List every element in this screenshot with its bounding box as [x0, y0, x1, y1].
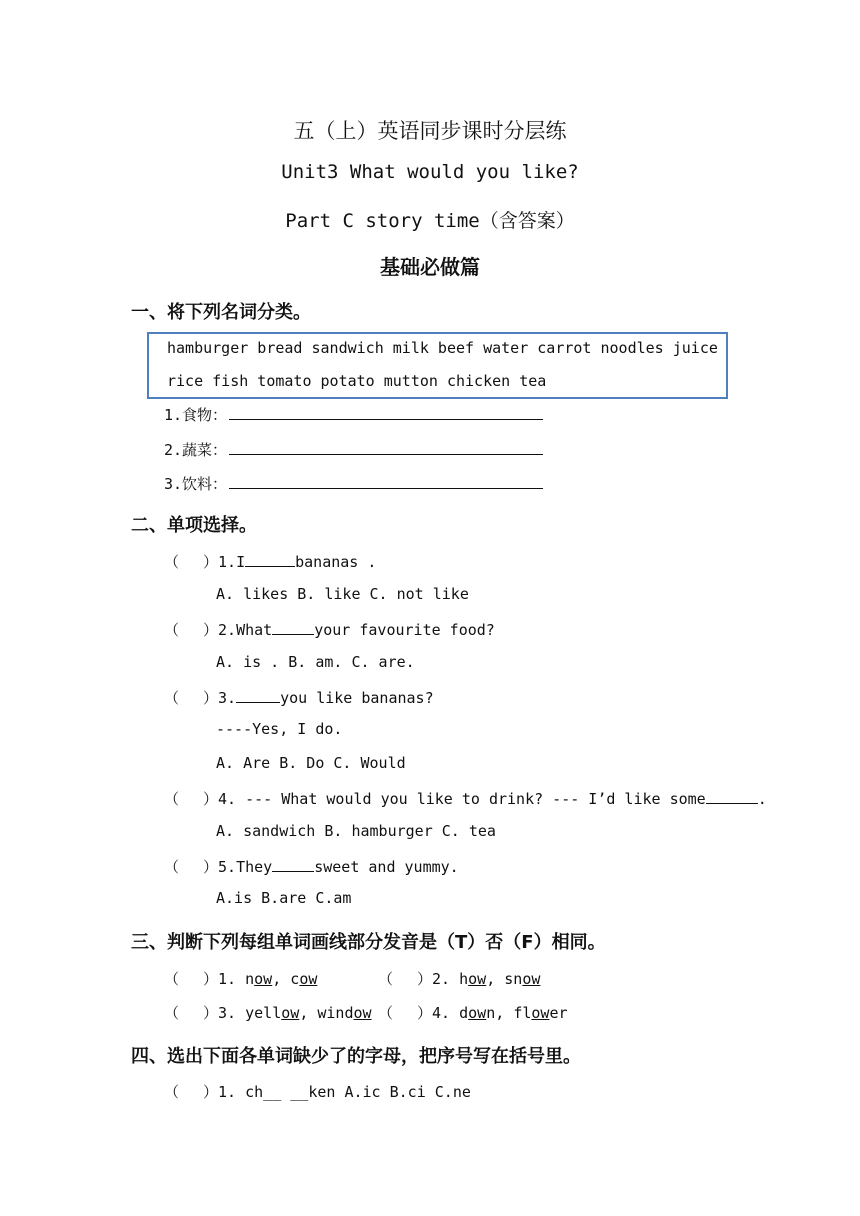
- answer-line[interactable]: [229, 440, 543, 455]
- answer-paren[interactable]: （ ）: [164, 970, 219, 988]
- question-text: .: [757, 790, 767, 808]
- reply-3: ----Yes, I do.: [216, 720, 343, 738]
- category-food: [164, 404, 543, 425]
- pronunciation-item-3: [164, 1002, 372, 1023]
- section-4-heading: 四、选出下面各单词缺少了的字母，把序号写在括号里。: [131, 1046, 581, 1067]
- item-number: 2.: [432, 970, 451, 988]
- category-label: 1.食物：: [164, 406, 228, 424]
- options-2: A. is . B. am. C. are.: [216, 653, 415, 671]
- word-part: fl: [513, 1004, 532, 1022]
- answer-line[interactable]: [229, 405, 543, 420]
- separator: ,: [495, 1004, 514, 1022]
- item-number: 3.: [218, 1004, 237, 1022]
- document-title: 五（上）英语同步课时分层练: [293, 119, 567, 143]
- question-2: [164, 619, 495, 640]
- word-part: n: [486, 1004, 496, 1022]
- question-text: 2.What: [218, 621, 273, 639]
- answer-paren[interactable]: （ ）: [164, 689, 219, 707]
- category-label: 2.蔬菜：: [164, 441, 228, 459]
- underlined-letters: ow: [353, 1004, 372, 1022]
- answer-paren[interactable]: （ ）: [378, 970, 433, 988]
- options-4: A. sandwich B. hamburger C. tea: [216, 822, 496, 840]
- question-text: 4. --- What would you like to drink? --- I’d like some: [218, 790, 706, 808]
- options-3: A. Are B. Do C. Would: [216, 754, 406, 772]
- word-bank-line-2: rice fish tomato potato mutton chicken tea: [167, 372, 547, 390]
- section-3-heading: 三、判断下列每组单词画线部分发音是（T）否（F）相同。: [131, 932, 606, 953]
- category-vegetables: [164, 439, 543, 460]
- question-text: 5.They: [218, 858, 273, 876]
- word-part: c: [290, 970, 300, 988]
- category-drinks: [164, 473, 543, 494]
- options-1: A. likes B. like C. not like: [216, 585, 469, 603]
- word-part: h: [459, 970, 469, 988]
- answer-paren[interactable]: （ ）: [378, 1004, 433, 1022]
- answer-paren[interactable]: （ ）: [164, 1083, 219, 1101]
- separator: ,: [299, 1004, 318, 1022]
- blank[interactable]: [706, 789, 758, 804]
- blank[interactable]: [272, 620, 314, 635]
- underlined-letters: ow: [531, 1004, 550, 1022]
- level-title: 基础必做篇: [380, 255, 480, 279]
- item-number: 4.: [432, 1004, 451, 1022]
- word-part: sn: [504, 970, 523, 988]
- question-text: sweet and yummy.: [314, 858, 459, 876]
- underlined-letters: ow: [468, 1004, 487, 1022]
- question-text: 1.I: [218, 553, 246, 571]
- section-1-heading: 一、将下列名词分类。: [131, 302, 311, 323]
- blank[interactable]: [272, 857, 314, 872]
- underlined-letters: ow: [299, 970, 318, 988]
- word-part: wind: [317, 1004, 354, 1022]
- question-1: [164, 551, 376, 572]
- options-5: A.is B.are C.am: [216, 889, 352, 907]
- answer-paren[interactable]: （ ）: [164, 858, 219, 876]
- question-text: 1. ch__ __ken A.ic B.ci C.ne: [218, 1083, 471, 1101]
- question-3: [164, 687, 434, 708]
- separator: ,: [272, 970, 291, 988]
- answer-paren[interactable]: （ ）: [164, 553, 219, 571]
- pronunciation-item-4: [378, 1002, 568, 1023]
- section-2-heading: 二、单项选择。: [131, 515, 257, 536]
- word-part: yell: [245, 1004, 282, 1022]
- pronunciation-item-2: [378, 968, 540, 989]
- underlined-letters: ow: [281, 1004, 300, 1022]
- question-text: 3.: [218, 689, 237, 707]
- blank[interactable]: [236, 688, 280, 703]
- question-text: your favourite food?: [314, 621, 495, 639]
- underlined-letters: ow: [254, 970, 273, 988]
- question-text: bananas .: [295, 553, 377, 571]
- answer-paren[interactable]: （ ）: [164, 621, 219, 639]
- item-number: 1.: [218, 970, 237, 988]
- word-bank-box: [147, 332, 728, 399]
- category-label: 3.饮料：: [164, 475, 228, 493]
- word-part: er: [549, 1004, 568, 1022]
- underlined-letters: ow: [522, 970, 541, 988]
- answer-paren[interactable]: （ ）: [164, 1004, 219, 1022]
- question-5: [164, 856, 459, 877]
- question-text: you like bananas?: [280, 689, 434, 707]
- pronunciation-item-1: [164, 968, 317, 989]
- missing-letters-question-1: [164, 1081, 471, 1102]
- answer-line[interactable]: [229, 474, 543, 489]
- unit-title: Unit3 What would you like?: [281, 161, 579, 183]
- answer-paren[interactable]: （ ）: [164, 790, 219, 808]
- word-part: d: [459, 1004, 469, 1022]
- question-4: [164, 788, 767, 809]
- part-title: Part C story time（含答案）: [285, 210, 575, 232]
- word-bank-line-1: hamburger bread sandwich milk beef water carrot noodles juice: [167, 339, 718, 357]
- blank[interactable]: [245, 552, 295, 567]
- underlined-letters: ow: [468, 970, 487, 988]
- separator: ,: [486, 970, 505, 988]
- word-part: n: [245, 970, 255, 988]
